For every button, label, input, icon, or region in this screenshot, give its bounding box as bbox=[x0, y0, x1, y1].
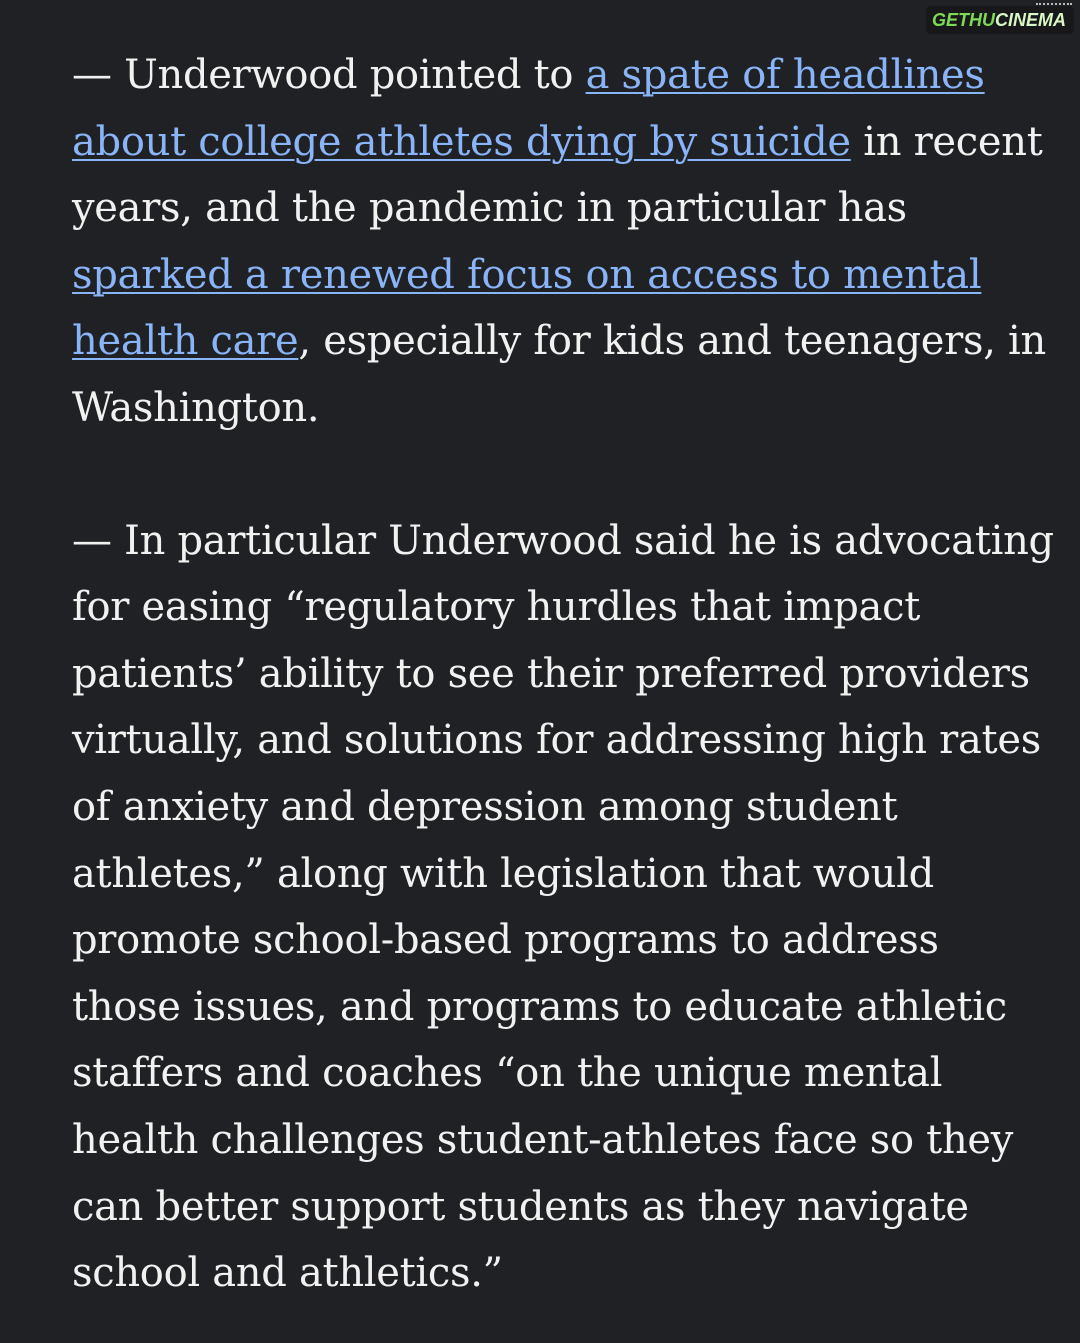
gethu-cinema-watermark-logo bbox=[926, 6, 1074, 34]
mental-health-care-link[interactable]: sparked a renewed focus on access to mental health care bbox=[72, 251, 982, 365]
paragraph-1-mid: in recent years, and the pandemic in particular has bbox=[72, 118, 1043, 232]
paragraph-1 bbox=[72, 42, 1057, 442]
paragraph-1-lead: — Underwood pointed to bbox=[72, 52, 586, 98]
watermark-part-2: CINEMA bbox=[995, 9, 1066, 30]
article-body bbox=[72, 42, 1057, 1307]
film-strip-icon bbox=[1036, 3, 1072, 11]
watermark-part-1: GETHU bbox=[932, 9, 995, 30]
headlines-link[interactable]: a spate of headlines about college athletes dying by suicide bbox=[72, 52, 985, 165]
paragraph-2: — In particular Underwood said he is advocating for easing “regulatory hurdles that impact patients’ ability to see their preferred providers virtually, and solutions for addressing high rates of anxiety and depression among student athletes,” along with legislation that would promote school-based programs to address those issues, and programs to educate athletic staffers and coaches “on the unique mental health challenges student-athletes face so they can better support students as they navigate school and athletics.” bbox=[72, 517, 1054, 1297]
paragraph-1-tail: , especially for kids and teenagers, in Washington. bbox=[72, 318, 1046, 431]
